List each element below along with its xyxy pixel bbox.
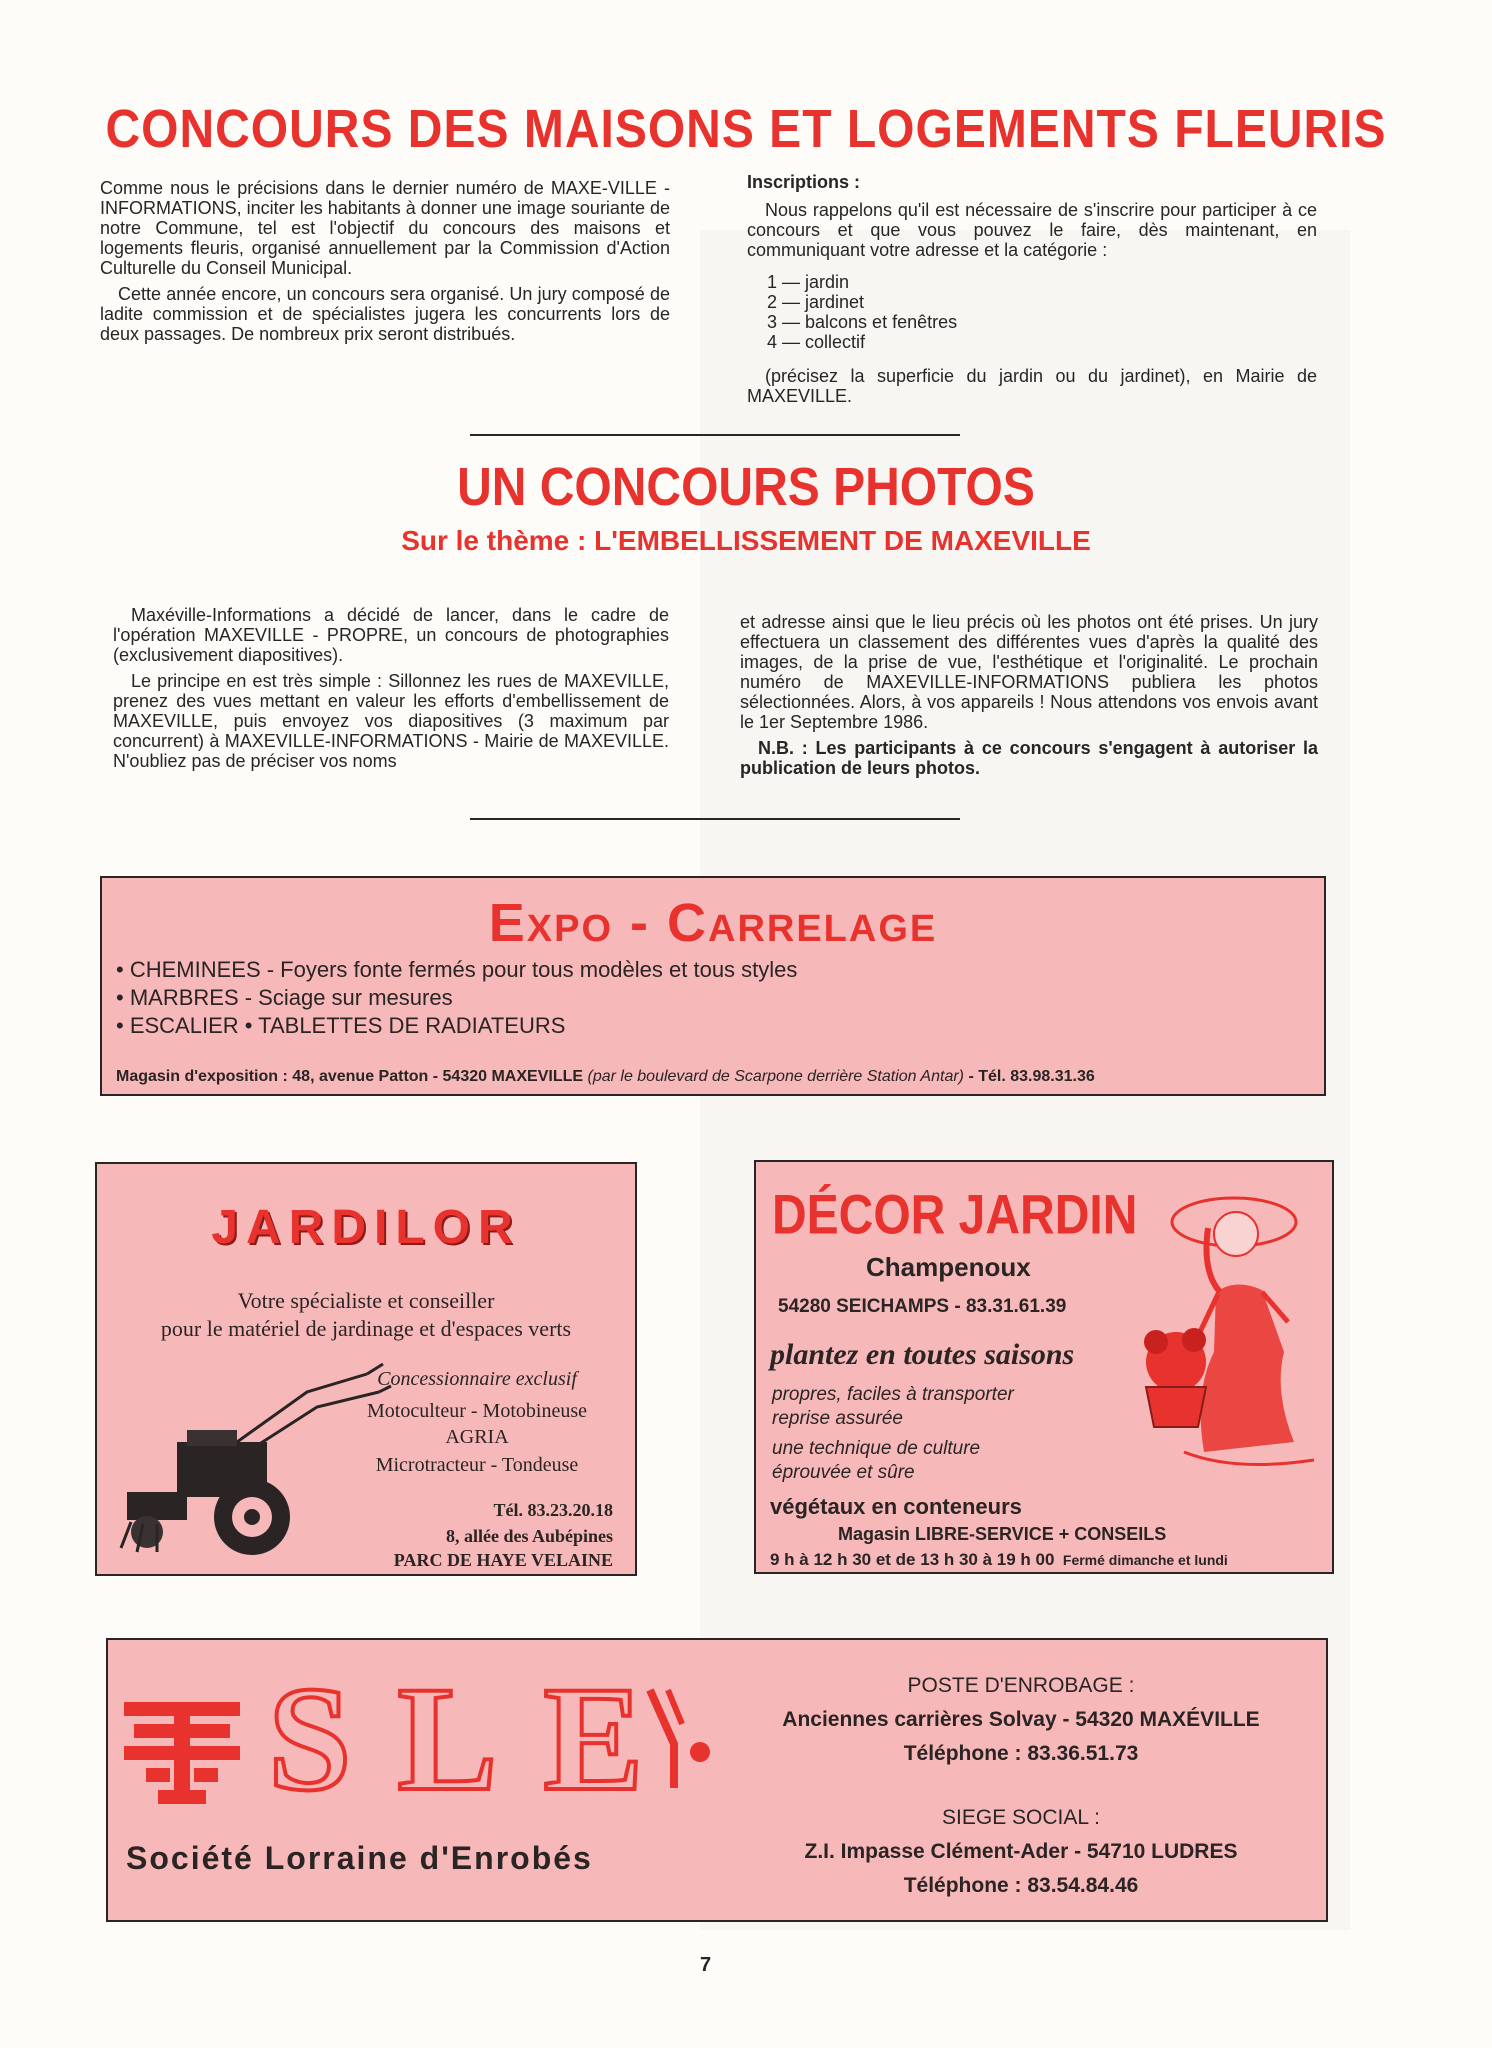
decor-jardin-benefit: reprise assurée bbox=[772, 1408, 903, 1429]
sle-siege-phone: Téléphone : 83.54.84.46 bbox=[903, 1874, 1139, 1897]
category-item: 1 — jardin bbox=[767, 272, 850, 292]
sle-ad bbox=[106, 1638, 1328, 1922]
jardilor-brand: AGRIA bbox=[445, 1426, 509, 1448]
expo-directions: (par le boulevard de Scarpone derrière Station Antar) bbox=[587, 1068, 964, 1085]
category-item: 2 — jardinet bbox=[767, 292, 865, 312]
decor-jardin-closed: Fermé dimanche et lundi bbox=[1062, 1552, 1228, 1568]
jardilor-logo: JARDILOR bbox=[211, 1201, 521, 1254]
jardilor-ad bbox=[95, 1162, 637, 1576]
decor-jardin-place: Champenoux bbox=[866, 1252, 1031, 1282]
sle-poste-heading: POSTE D'ENROBAGE : bbox=[907, 1674, 1135, 1697]
decor-jardin-hours-line bbox=[770, 1550, 1228, 1570]
jardilor-concession: Concessionnaire exclusif bbox=[377, 1368, 577, 1390]
sle-siege-address: Z.I. Impasse Clément-Ader - 54710 LUDRES bbox=[804, 1840, 1238, 1863]
jardilor-phone: Tél. 83.23.20.18 bbox=[493, 1500, 613, 1520]
category-list bbox=[767, 272, 1317, 352]
jardilor-tagline-2: pour le matériel de jardinage et d'espaces verts bbox=[160, 1316, 572, 1341]
jardilor-tagline-1: Votre spécialiste et conseiller bbox=[237, 1288, 495, 1313]
sle-logo: SLE bbox=[268, 1656, 690, 1822]
expo-phone: - Tél. 83.98.31.36 bbox=[968, 1068, 1095, 1085]
sle-siege-heading: SIEGE SOCIAL : bbox=[942, 1806, 1100, 1829]
expo-line: • ESCALIER • TABLETTES DE RADIATEURS bbox=[116, 1013, 566, 1038]
concours-maisons-right-column bbox=[747, 172, 1317, 412]
expo-line: • MARBRES - Sciage sur mesures bbox=[116, 985, 453, 1010]
concours-photos-subtitle: Sur le thème : L'EMBELLISSEMENT DE MAXEVILLE bbox=[401, 525, 1091, 556]
expo-line: • CHEMINEES - Foyers fonte fermés pour tous modèles et tous styles bbox=[116, 957, 798, 982]
decor-jardin-hours: 9 h à 12 h 30 et de 13 h 30 à 19 h 00 bbox=[770, 1550, 1055, 1569]
jardilor-products-2: Microtracteur - Tondeuse bbox=[375, 1454, 579, 1476]
category-item: 3 — balcons et fenêtres bbox=[767, 312, 958, 332]
concours-maisons-left-column bbox=[100, 178, 670, 350]
expo-footer bbox=[116, 1068, 1095, 1086]
jardilor-address-2: PARC DE HAYE VELAINE bbox=[393, 1550, 613, 1570]
decor-jardin-ad bbox=[754, 1160, 1334, 1574]
decor-jardin-vegetaux: végétaux en conteneurs bbox=[770, 1494, 1022, 1519]
decor-jardin-benefit: une technique de culture bbox=[772, 1438, 981, 1459]
concours-maisons-title: CONCOURS DES MAISONS ET LOGEMENTS FLEURIS bbox=[105, 99, 1387, 160]
gardener-illustration bbox=[1124, 1182, 1324, 1482]
page-number: 7 bbox=[700, 1954, 712, 1976]
inscriptions-note: (précisez la superficie du jardin ou du jardinet), en Mairie de MAXEVILLE. bbox=[747, 366, 1317, 406]
concours-photos-title: UN CONCOURS PHOTOS bbox=[457, 457, 1035, 518]
decor-jardin-slogan: plantez en toutes saisons bbox=[770, 1338, 1075, 1371]
concours-photos-paragraph-1: Maxéville-Informations a décidé de lancer, dans le cadre de l'opération MAXEVILLE - PROPRE, un concours de photographies (exclusivement diapositives). bbox=[113, 605, 669, 665]
concours-photos-right-column bbox=[740, 612, 1318, 784]
decor-jardin-magasin: Magasin LIBRE-SERVICE + CONSEILS bbox=[838, 1524, 1167, 1544]
concours-maisons-paragraph-1: Comme nous le précisions dans le dernier numéro de MAXE-VILLE - INFORMATIONS, inciter les habitants à donner une image souriante de notre Commune, tel est l'objectif du concours des maisons et logements fleuris, organisé annuellement par la Commission d'Action Culturelle du Conseil Municipal. bbox=[100, 178, 670, 278]
sle-poste-address: Anciennes carrières Solvay - 54320 MAXÉVILLE bbox=[782, 1708, 1260, 1731]
brick-logo-icon bbox=[124, 1702, 240, 1806]
concours-photos-left-column bbox=[113, 605, 669, 777]
decor-jardin-title: DÉCOR JARDIN bbox=[772, 1185, 1138, 1247]
expo-carrelage-title: Expo - Carrelage bbox=[488, 893, 938, 953]
decor-jardin-address: 54280 SEICHAMPS - 83.31.61.39 bbox=[778, 1296, 1067, 1317]
section-divider bbox=[470, 434, 960, 436]
decor-jardin-benefit: propres, faciles à transporter bbox=[772, 1384, 1014, 1405]
section-divider bbox=[470, 818, 960, 820]
inscriptions-heading: Inscriptions : bbox=[747, 172, 861, 192]
concours-photos-paragraph-2: Le principe en est très simple : Sillonnez les rues de MAXEVILLE, prenez des vues mettant en valeur les efforts d'embellissement de MAXEVILLE, puis envoyez vos diapositives (3 maximum par concurrent) à MAXEVILLE-INFORMATIONS - Mairie de MAXEVILLE. N'oubliez pas de préciser vos noms bbox=[113, 671, 669, 771]
category-item: 4 — collectif bbox=[767, 332, 866, 352]
expo-address: Magasin d'exposition : 48, avenue Patton - 54320 MAXEVILLE bbox=[116, 1068, 584, 1085]
concours-photos-paragraph-3: et adresse ainsi que le lieu précis où les photos ont été prises. Un jury effectuera un classement des différentes vues d'après la qualité des images, de la prise de vue, l'esthétique et l'originalité. Le prochain numéro de MAXEVILLE-INFORMATIONS publiera les photos sélectionnées. Alors, à vos appareils ! Nous attendons vos envois avant le 1er Septembre 1986. bbox=[740, 612, 1318, 732]
jardilor-address-1: 8, allée des Aubépines bbox=[445, 1526, 613, 1546]
sle-company-name: Société Lorraine d'Enrobés bbox=[126, 1840, 593, 1876]
expo-carrelage-ad bbox=[100, 876, 1326, 1096]
jardilor-products-1: Motoculteur - Motobineuse bbox=[367, 1400, 587, 1422]
sle-y-mark-icon bbox=[644, 1684, 714, 1794]
concours-maisons-paragraph-2: Cette année encore, un concours sera organisé. Un jury composé de ladite commission et de spécialistes jugera les concurrents lors de deux passages. De nombreux prix seront distribués. bbox=[100, 284, 670, 344]
decor-jardin-benefit: éprouvée et sûre bbox=[772, 1462, 915, 1483]
inscriptions-paragraph: Nous rappelons qu'il est nécessaire de s'inscrire pour participer à ce concours et que vous pouvez le faire, dès maintenant, en communiquant votre adresse et la catégorie : bbox=[747, 200, 1317, 260]
concours-photos-nb: N.B. : Les participants à ce concours s'engagent à autoriser la publication de leurs photos. bbox=[740, 738, 1318, 778]
sle-poste-phone: Téléphone : 83.36.51.73 bbox=[903, 1742, 1139, 1765]
